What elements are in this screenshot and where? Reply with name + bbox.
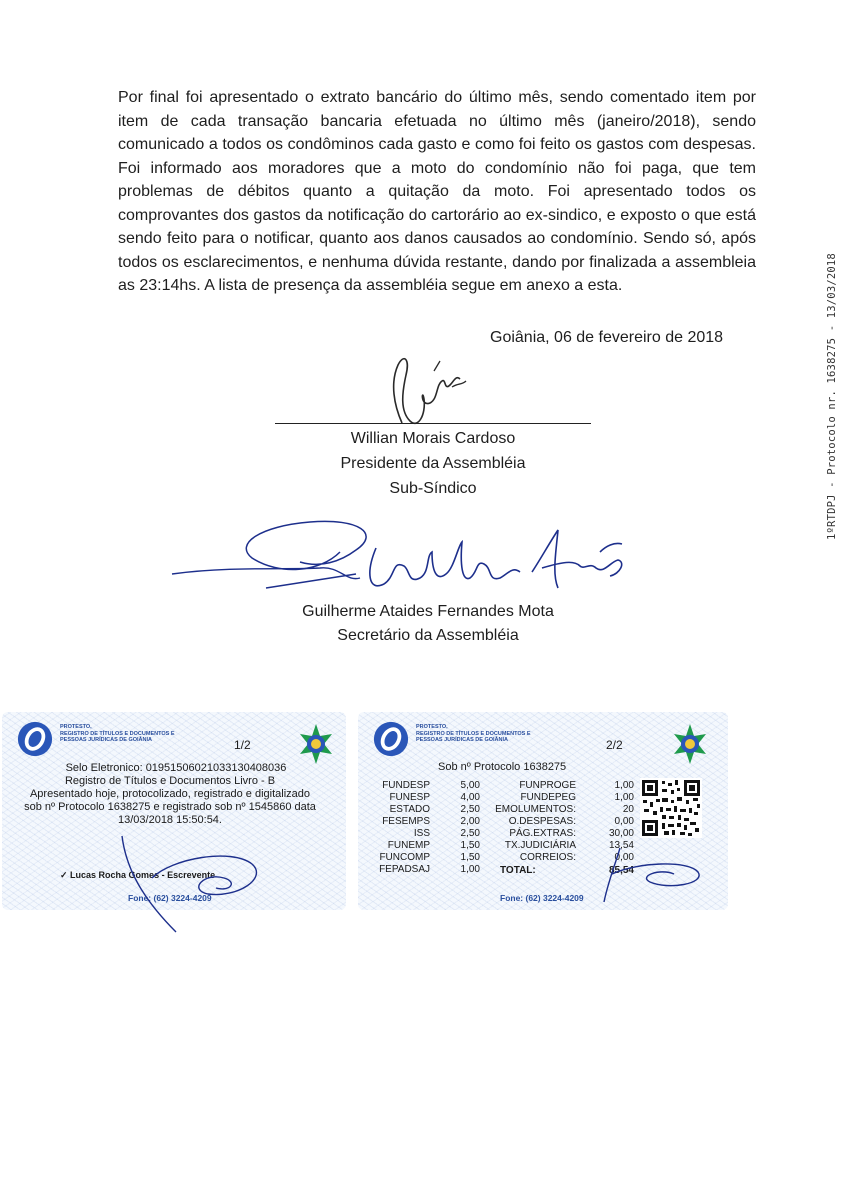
stamp-clerk: ✓ Lucas Rocha Gomes - Escrevente [60, 870, 216, 880]
body-paragraph: Por final foi apresentado o extrato bancário do último mês, sendo comentado item por item de cada transação bancaria efetuada no último mês (janeiro/2018), sendo comunicado a todos os condôminos cada gasto e como foi feito os gastos com despesas. Foi informado aos moradores que a moto do condomínio não foi paga, que tem problemas de débitos quanto a quitação da moto. Foi apresentado todos os comprovantes dos gastos da notificação do cartorário ao ex-sindico, e exposto o que está sendo feito para o notificar, quanto aos danos causados ao condomínio. Sendo só, após todos os esclarecimentos, e nenhuma dúvida restante, dando por finalizada a assembleia as 23:14hs. A lista de presença da assembléia segue em anexo a esta. [118, 89, 756, 294]
registry-stamp-2 [358, 712, 728, 910]
stamp-phone: Fone: (62) 3224-4209 [500, 893, 584, 903]
registry-institution: PROTESTO, REGISTRO DE TÍTULOS E DOCUMENTOS E PESSOAS JURÍDICAS DE GOIÂNIA [60, 724, 175, 743]
fee-label: TX.JUDICIÁRIA [504, 840, 576, 851]
fee-label: EMOLUMENTOS: [495, 804, 576, 815]
fee-total-value: 85,54 [608, 865, 634, 876]
fee-value: 2,00 [460, 816, 480, 827]
fee-value: 2,50 [460, 828, 480, 839]
signature-line [275, 423, 591, 424]
fee-label: ISS [413, 828, 430, 839]
brazil-coat-of-arms-icon [668, 722, 712, 766]
brazil-coat-of-arms-icon [294, 722, 338, 766]
fee-label: FESEMPS [382, 816, 430, 827]
fee-value: 30,00 [608, 828, 634, 839]
fee-value: 20 [622, 804, 634, 815]
fee-value: 1,50 [460, 852, 480, 863]
fee-label: O.DESPESAS: [508, 816, 576, 827]
clerk-signature [598, 842, 708, 912]
signature-guilherme [170, 512, 650, 612]
registry-stamp-1 [2, 712, 346, 910]
stamp-text-1: Apresentado hoje, protocolizado, registrado e digitalizado [29, 788, 311, 800]
fee-value: 0,00 [614, 852, 634, 863]
clerk-signature [112, 828, 272, 938]
stamp-page-number: 2/2 [606, 738, 623, 752]
side-protocol-stamp: 1ºRTDPJ - Protocolo nr. 1638275 - 13/03/2018 [826, 253, 838, 540]
qr-code-icon [640, 778, 702, 838]
fee-label: FUNDEPEG [520, 792, 576, 803]
stamp-protocol: Sob nº Protocolo 1638275 [438, 761, 567, 773]
registry-logo-icon [16, 720, 54, 758]
fee-label: CORREIOS: [519, 852, 576, 863]
fee-value: 2,50 [460, 804, 480, 815]
registry-logo-icon [372, 720, 410, 758]
stamp-phone: Fone: (62) 3224-4209 [128, 893, 212, 903]
fee-value: 1,00 [614, 780, 634, 791]
stamp-selo: Selo Eletronico: 01951506021033130408036 [65, 762, 287, 774]
fee-value: 5,00 [460, 780, 480, 791]
fee-label: ESTADO [389, 804, 430, 815]
signer-name-willian: Willian Morais Cardoso [350, 430, 516, 447]
fee-value: 0,00 [614, 816, 634, 827]
fee-total-label: TOTAL: [500, 865, 536, 876]
signer-role-secretary: Secretário da Assembléia [337, 627, 519, 644]
fee-value: 13,54 [608, 840, 634, 851]
fee-label: FUNESP [389, 792, 430, 803]
stamp-registro: Registro de Títulos e Documentos Livro - B [64, 775, 276, 787]
fee-label: FUNPROGE [519, 780, 576, 791]
stamp-datetime: 13/03/2018 15:50:54. [118, 814, 222, 826]
fee-value: 1,50 [460, 840, 480, 851]
signer-name-guilherme: Guilherme Ataides Fernandes Mota [302, 603, 554, 620]
fee-value: 1,00 [460, 864, 480, 875]
fee-label: PÁG.EXTRAS: [509, 828, 576, 839]
fee-value: 4,00 [460, 792, 480, 803]
fee-label: FEPADSAJ [379, 864, 430, 875]
signer-role-president: Presidente da Assembléia [340, 455, 526, 472]
document-date: Goiânia, 06 de fevereiro de 2018 [490, 329, 724, 346]
fee-label: FUNDESP [382, 780, 430, 791]
signer-role-subsindico: Sub-Síndico [389, 480, 477, 497]
signature-willian [380, 345, 480, 435]
fee-label: FUNCOMP [379, 852, 430, 863]
stamp-page-number: 1/2 [234, 738, 251, 752]
registry-institution: PROTESTO, REGISTRO DE TÍTULOS E DOCUMENTOS E PESSOAS JURÍDICAS DE GOIÂNIA [416, 724, 531, 743]
fee-value: 1,00 [614, 792, 634, 803]
stamp-text-2: sob nº Protocolo 1638275 e registrado sob nº 1545860 data [24, 801, 316, 813]
fee-label: FUNEMP [387, 840, 430, 851]
